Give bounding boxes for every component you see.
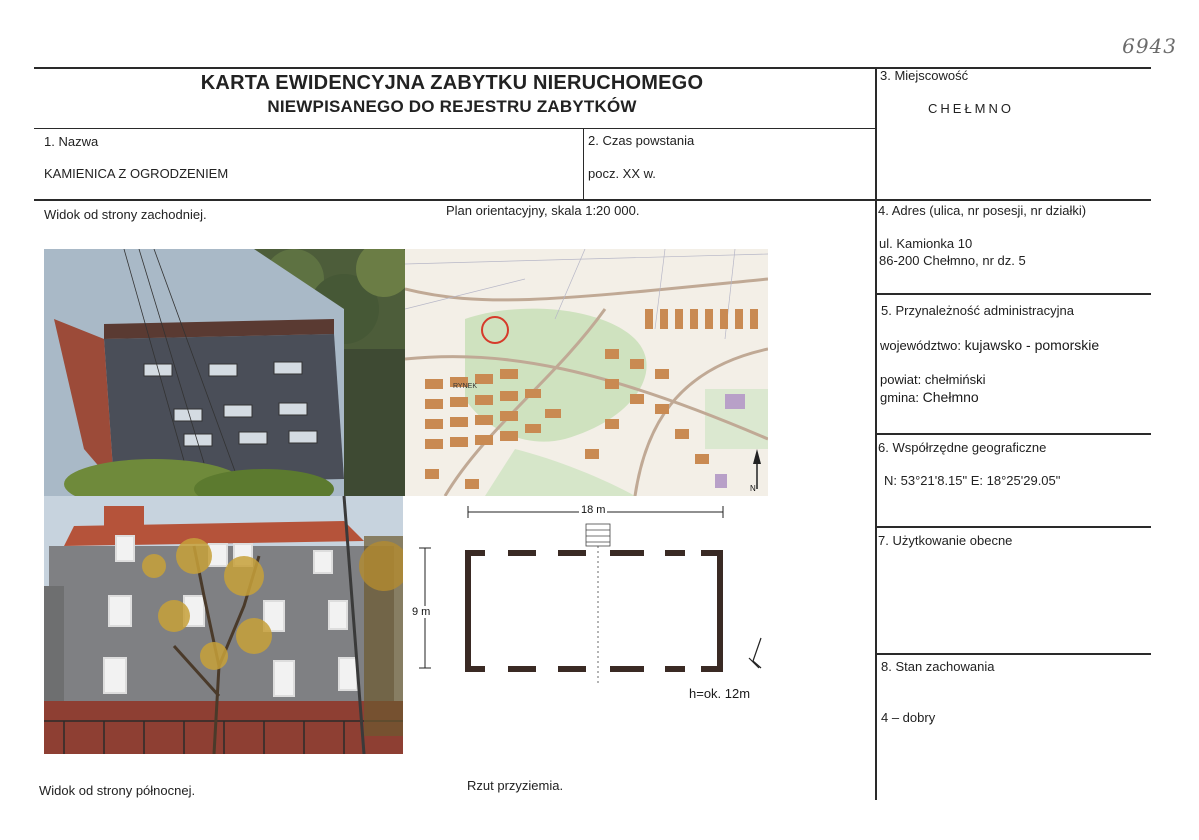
section8-rule (876, 653, 1151, 655)
name-value: KAMIENICA Z OGRODZENIEM (44, 166, 229, 181)
locality-label: 3. Miejscowość (880, 68, 969, 83)
admin-label: 5. Przynależność administracyjna (881, 303, 1074, 318)
map-north-label: N (750, 484, 756, 493)
address-label: 4. Adres (ulica, nr posesji, nr działki) (878, 203, 1087, 218)
plan-depth-label: 9 m (412, 606, 431, 618)
market-label: RYNEK (453, 383, 477, 390)
card-title-line2: NIEWPISANEGO DO REJESTRU ZABYTKÓW (267, 97, 637, 116)
map-caption: Plan orientacyjny, skala 1:20 000. (446, 203, 640, 218)
section7-rule (876, 526, 1151, 528)
plan-height-label: h=ok. 12m (689, 686, 751, 701)
plan-width-label: 18 m (581, 504, 606, 516)
county-prefix: powiat: (880, 372, 922, 387)
vertical-divider-name-date (583, 128, 584, 200)
location-map (405, 249, 768, 496)
name-label: 1. Nazwa (44, 134, 99, 149)
commune-row (880, 389, 979, 405)
fields-bottom-rule (34, 199, 1151, 201)
address-line2: 86-200 Chełmno, nr dz. 5 (879, 253, 1026, 268)
coords-label: 6. Współrzędne geograficzne (878, 440, 1047, 455)
west-view-illustration (44, 249, 405, 496)
title-bottom-rule (34, 128, 876, 129)
voivodeship-prefix: województwo: (880, 338, 961, 353)
condition-label: 8. Stan zachowania (881, 659, 995, 674)
date-value: pocz. XX w. (588, 166, 656, 181)
top-rule (34, 67, 1151, 69)
north-view-illustration (44, 496, 403, 754)
section5-rule (876, 293, 1151, 295)
address-line1: ul. Kamionka 10 (879, 236, 973, 251)
archive-number: 6943 (1122, 34, 1177, 58)
ground-plan-sketch (403, 496, 768, 754)
coords-value: N: 53°21'8.15" E: 18°25'29.05" (884, 473, 1061, 488)
map-illustration (405, 249, 768, 496)
voivodeship-value: kujawsko - pomorskie (964, 337, 1100, 353)
use-label: 7. Użytkowanie obecne (878, 533, 1013, 548)
voivodeship-row (880, 337, 1099, 353)
section6-rule (876, 433, 1151, 435)
commune-value: Chełmno (922, 389, 979, 405)
west-view-photo (44, 249, 405, 496)
north-view-caption: Widok od strony północnej. (39, 783, 196, 798)
ground-plan-caption: Rzut przyziemia. (467, 778, 564, 793)
commune-prefix: gmina: (880, 390, 920, 405)
county-value: chełmiński (924, 372, 986, 387)
ground-plan-drawing (403, 496, 768, 754)
north-view-photo (44, 496, 403, 754)
card-title-line1: KARTA EWIDENCYJNA ZABYTKU NIERUCHOMEGO (200, 72, 704, 94)
county-row (880, 372, 986, 387)
west-view-caption: Widok od strony zachodniej. (44, 207, 207, 222)
locality-value: CHEŁMNO (928, 101, 1015, 116)
date-label: 2. Czas powstania (588, 133, 695, 148)
condition-value: 4 – dobry (881, 710, 936, 725)
